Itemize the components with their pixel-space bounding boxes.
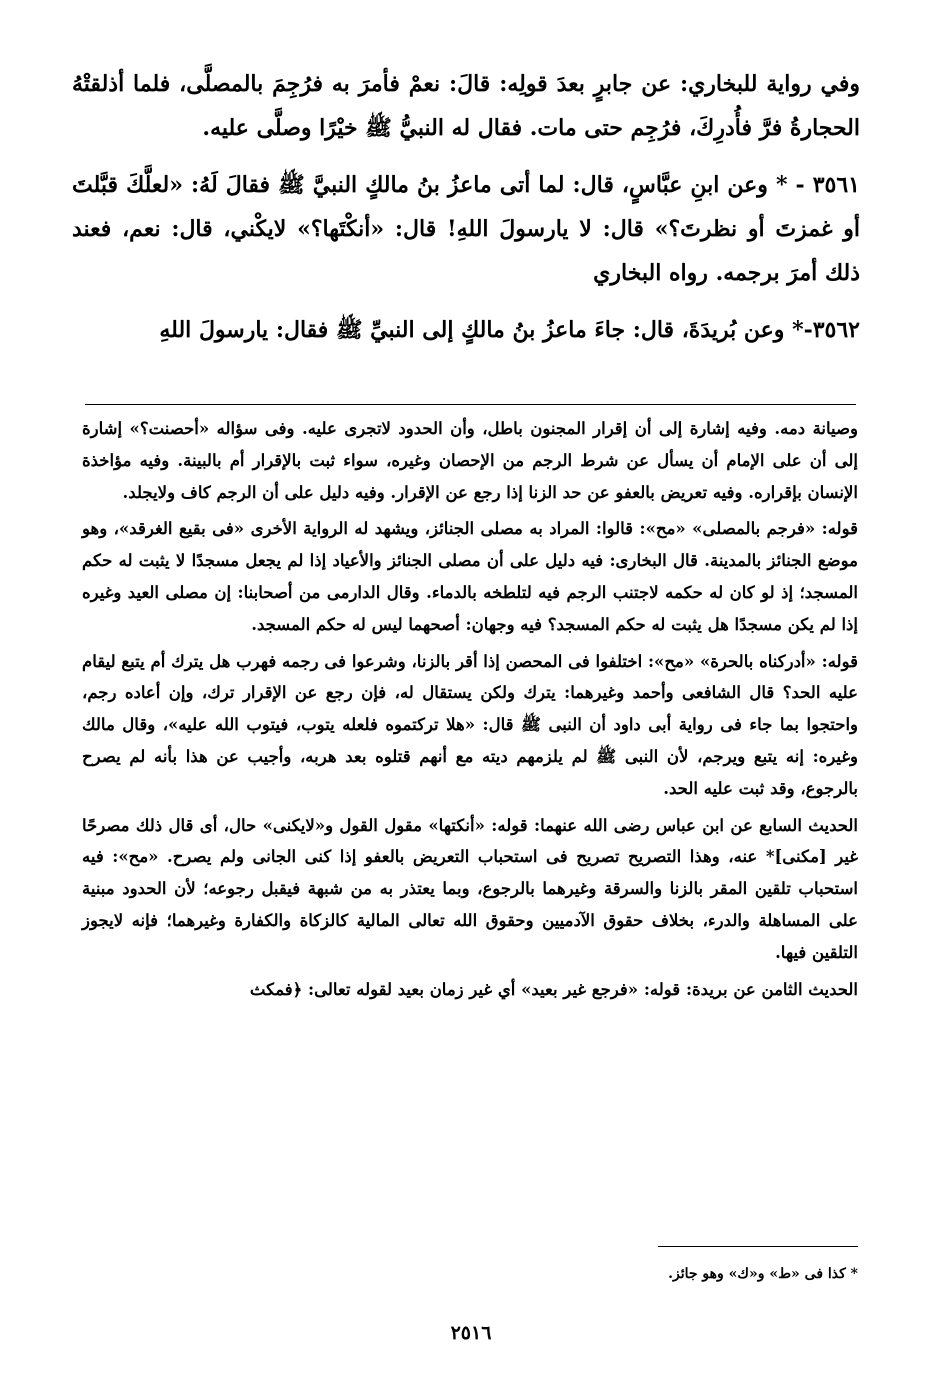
page-number: ٢٥١٦ <box>450 1322 492 1344</box>
footnote-separator <box>658 1246 858 1247</box>
separator-line <box>85 404 856 405</box>
commentary-paragraph-5: الحديث الثامن عن بريدة: قوله: «فرجع غير بعيد» أي غير زمان بعيد لقوله تعالى: ﴿فمكث <box>249 979 858 999</box>
commentary-paragraph-2: قوله: «فرجم بالمصلى» «مح»: قالوا: المراد به مصلى الجنائز، ويشهد له الرواية الأخرى «فى بقيع الغرقد»، وهو موضع الجنائز بالمدينة. قال البخارى: فيه دليل على أن مصلى الجنائز والأعياد إذا لم يجعل مسجدًا لا يثبت له حكم المسجد؛ إذ لو كان له حكمه لاجتنب الرجم فيه لتلطخه بالدماء. وقال الدارمى من أصحابنا: إن مصلى العيد وغيره إذا لم يكن مسجدًا هل يثبت له حكم المسجد؟ فيه وجهان: أصحهما ليس له حكم المسجد. <box>82 519 858 634</box>
hadith-text <box>72 62 860 365</box>
commentary-section <box>82 413 858 1010</box>
hadith-3562: ٣٥٦٢-* وعن بُريدَةَ، قال: جاءَ ماعزُ بنُ مالكٍ إلى النبيِّ ﷺ فقال: يارسولَ اللهِ <box>159 317 860 343</box>
commentary-paragraph-3: قوله: «أدركناه بالحرة» «مح»: اختلفوا فى المحصن إذا أقر بالزنا، وشرعوا فى رجمه فهرب هل يترك أم يتبع ليقام عليه الحد؟ قال الشافعى وأحمد وغيرهما: يترك ولكن يستقال له، فإن رجع عن الإقرار ترك، وإن أعاده رجم، واحتجوا بما جاء فى رواية أبى داود أن النبى ﷺ قال: «هلا تركتموه فلعله يتوب، فيتوب الله عليه»، وقال مالك وغيره: إنه يتبع ويرجم، لأن النبى ﷺ لم يلزمهم ديته مع أنهم قتلوه بعد هربه، وأجيب عن هذا بأنه لم يصرح بالرجوع، وقد ثبت عليه الحد. <box>82 651 858 798</box>
main-paragraph-1: وفي رواية للبخاري: عن جابرٍ بعدَ قولِه: قالَ: نعمْ فأمرَ به فرُجِمَ بالمصلَّى، فلما أذلقتْهُ الحجارةُ فرَّ فأُدرِكَ، فرُجِم حتى مات. فقال له النبيُّ ﷺ خيْرًا وصلَّى عليه. <box>72 71 860 141</box>
footnote: * كذا فى «ط» و«ك» وهو جائز. <box>668 1266 858 1282</box>
commentary-paragraph-4: الحديث السابع عن ابن عباس رضى الله عنهما: قوله: «أنكتها» مقول القول و«لايكنى» حال، أى قال ذلك مصرحًا غير [مكنى]* عنه، وهذا التصريح تصريح فى استحباب التعريض بالعفو إذا كنى الجانى ولم يصرح. «مح»: فيه استحباب تلقين المقر بالزنا والسرقة وغيرهما بالرجوع، وبما يعتذر به من شبهة فيقبل رجوعه؛ لأن الحدود مبنية على المساهلة والدرء، بخلاف حقوق الآدميين وحقوق الله تعالى المالية كالزكاة والكفارة وغيرهما؛ فإنه لايجوز التلقين فيها. <box>82 815 858 962</box>
commentary-paragraph-1: وصيانة دمه. وفيه إشارة إلى أن إقرار المجنون باطل، وأن الحدود لاتجرى عليه. وفى سؤاله «أحصنت؟» إشارة إلى أن على الإمام أن يسأل عن شرط الرجم من الإحصان وغيره، سواء ثبت بالإقرار أم بالبينة. وفيه مؤاخذة الإنسان بإقراره. وفيه تعريض بالعفو عن حد الزنا إذا رجع عن الإقرار. وفيه دليل على أن الرجم كاف ولايجلد. <box>82 419 858 502</box>
hadith-3561: ٣٥٦١ - * وعن ابنِ عبَّاسٍ، قال: لما أتى ماعزُ بنُ مالكٍ النبيَّ ﷺ فقالَ لَهُ: «لعلَّكَ قبَّلتَ أو غمزتَ أو نظرتَ؟» قال: لا يارسولَ اللهِ! قال: «أنكْتَها؟» لايكْني، قال: نعم، فعند ذلك أمرَ برجمه. رواه البخاري <box>72 172 860 286</box>
